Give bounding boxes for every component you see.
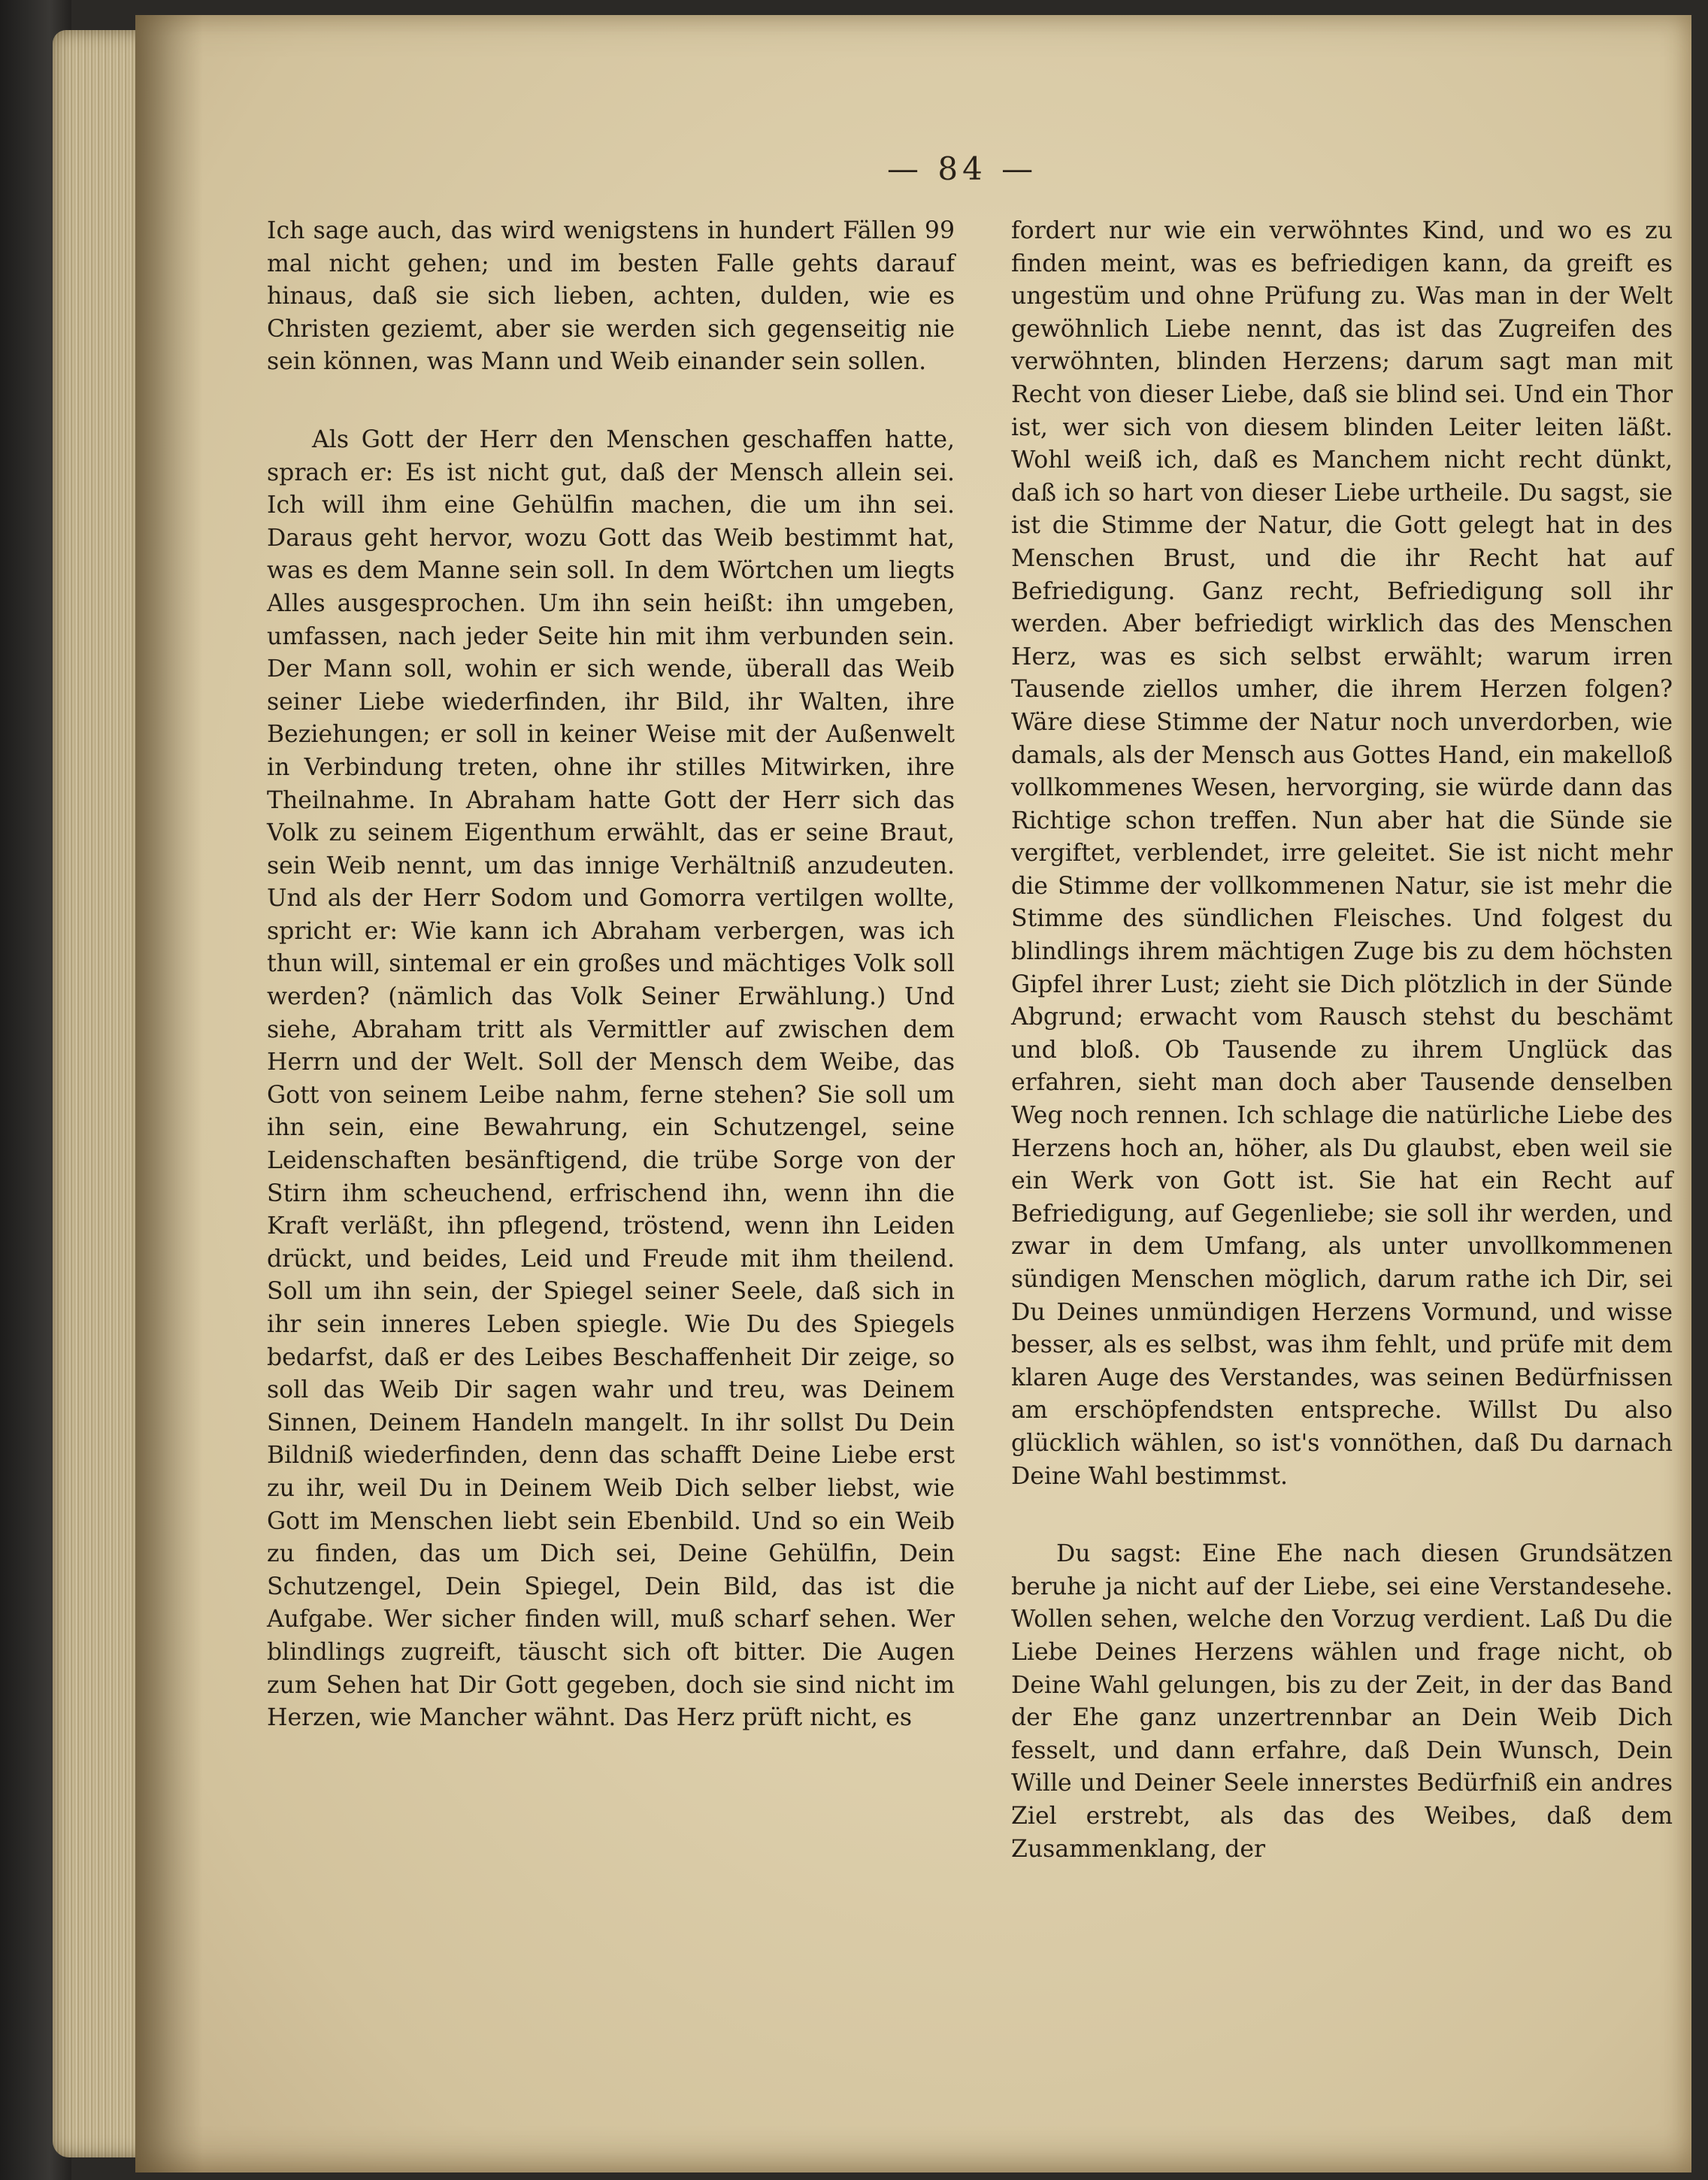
paragraph-gap <box>267 379 955 424</box>
right-column <box>1011 215 1673 1866</box>
paragraph: Als Gott der Herr den Menschen geschaffen hatte, sprach er: Es ist nicht gut, daß der Mensch allein sei. Ich will ihm eine Gehülfin machen, die um ihn sei. Daraus geht hervor, wozu Gott das Weib bestimmt hat, was es dem Manne sein soll. In dem Wörtchen um liegts Alles ausgesprochen. Um ihn sein heißt: ihn umgeben, umfassen, nach jeder Seite hin mit ihm verbunden sein. Der Mann soll, wohin er sich wende, überall das Weib seiner Liebe wiederfinden, ihr Bild, ihr Walten, ihre Beziehungen; er soll in keiner Weise mit der Außenwelt in Verbindung treten, ohne ihr stilles Mitwirken, ihre Theilnahme. In Abraham hatte Gott der Herr sich das Volk zu seinem Eigenthum erwählt, das er seine Braut, sein Weib nennt, um das innige Verhältniß anzudeuten. Und als der Herr Sodom und Gomorra vertilgen wollte, spricht er: Wie kann ich Abraham verbergen, was ich thun will, sintemal er ein großes und mächtiges Volk soll werden? (nämlich das Volk Seiner Erwählung.) Und siehe, Abraham tritt als Vermittler auf zwischen dem Herrn und der Welt. Soll der Mensch dem Weibe, das Gott von seinem Leibe nahm, ferne stehen? Sie soll um ihn sein, eine Bewahrung, ein Schutzengel, seine Leidenschaften besänftigend, die trübe Sorge von der Stirn ihm scheuchend, erfrischend ihn, wenn ihn die Kraft verläßt, ihn pflegend, tröstend, wenn ihn Leiden drückt, und beides, Leid und Freude mit ihm theilend. Soll um ihn sein, der Spiegel seiner Seele, daß sich in ihr sein inneres Leben spiegle. Wie Du des Spiegels bedarfst, daß er des Leibes Beschaffenheit Dir zeige, so soll das Weib Dir sagen wahr und treu, was Deinem Sinnen, Deinem Handeln mangelt. In ihr sollst Du Dein Bildniß wiederfinden, denn das schafft Deine Liebe erst zu ihr, weil Du in Deinem Weib Dich selber liebst, wie Gott im Menschen liebt sein Ebenbild. Und so ein Weib zu finden, das um Dich sei, Deine Gehülfin, Dein Schutzengel, Dein Spiegel, Dein Bild, das ist die Aufgabe. Wer sicher finden will, muß scharf sehen. Wer blindlings zugreift, täuscht sich oft bitter. Die Augen zum Sehen hat Dir Gott gegeben, doch sie sind nicht im Herzen, wie Mancher wähnt. Das Herz prüft nicht, es <box>267 425 955 1732</box>
paragraph-gap <box>1011 1493 1673 1538</box>
gutter-shadow <box>135 15 203 2172</box>
left-column <box>267 215 955 1735</box>
page-number: — 84 — <box>887 150 1038 187</box>
paragraph: fordert nur wie ein verwöhntes Kind, und wo es zu finden meint, was es befriedigen kann, da greift es ungestüm und ohne Prüfung zu. Was man in der Welt gewöhnlich Liebe nennt, das ist das Zugreifen des verwöhnten, blinden Herzens; darum sagt man mit Recht von dieser Liebe, daß sie blind sei. Und ein Thor ist, wer sich von diesem blinden Leiter leiten läßt. Wohl weiß ich, daß es Manchem nicht recht dünkt, daß ich so hart von dieser Liebe urtheile. Du sagst, sie ist die Stimme der Natur, die Gott gelegt hat in des Menschen Brust, und die ihr Recht hat auf Befriedigung. Ganz recht, Befriedigung soll ihr werden. Aber befriedigt wirklich das des Menschen Herz, was es sich selbst erwählt; warum irren Tausende ziellos umher, die ihrem Herzen folgen? Wäre diese Stimme der Natur noch unverdorben, wie damals, als der Mensch aus Gottes Hand, ein makelloß vollkommenes Wesen, hervorging, sie würde dann das Richtige schon treffen. Nun aber hat die Sünde sie vergiftet, verblendet, irre geleitet. Sie ist nicht mehr die Stimme der vollkommenen Natur, sie ist mehr die Stimme des sündlichen Fleisches. Und folgest du blindlings ihrem mächtigen Zuge bis zu dem höchsten Gipfel ihrer Lust; zieht sie Dich plötzlich in der Sünde Abgrund; erwacht vom Rausch stehst du beschämt und bloß. Ob Tausende zu ihrem Unglück das erfahren, sieht man doch aber Tausende denselben Weg noch rennen. Ich schlage die natürliche Liebe des Herzens hoch an, höher, als Du glaubst, eben weil sie ein Werk von Gott ist. Sie hat ein Recht auf Befriedigung, auf Gegenliebe; sie soll ihr werden, und zwar in dem Umfang, als unter unvollkommenen sündigen Menschen möglich, darum rathe ich Dir, sei Du Deines unmündigen Herzens Vormund, und wisse besser, als es selbst, was ihm fehlt, und prüfe mit dem klaren Auge des Verstandes, was seinen Bedürfnissen am erschöpfendsten entspreche. Willst Du also glücklich wählen, so ist's vonnöthen, daß Du darnach Deine Wahl bestimmst. <box>1011 217 1673 1490</box>
paragraph: Ich sage auch, das wird wenigstens in hundert Fällen 99 mal nicht gehen; und im besten Falle gehts darauf hinaus, daß sie sich lieben, achten, dulden, wie es Christen geziemt, aber sie werden sich gegenseitig nie sein können, was Mann und Weib einander sein sollen. <box>267 217 955 376</box>
paragraph: Du sagst: Eine Ehe nach diesen Grundsätzen beruhe ja nicht auf der Liebe, sei eine Verstandesehe. Wollen sehen, welche den Vorzug verdient. Laß Du die Liebe Deines Herzens wählen und frage nicht, ob Deine Wahl gelungen, bis zu der Zeit, in der das Band der Ehe ganz unzertrennbar an Dein Weib Dich fesselt, und dann erfahre, daß Dein Wunsch, Dein Wille und Deiner Seele innerstes Bedürfniß ein andres Ziel erstrebt, als das des Weibes, daß dem Zusammenklang, der <box>1011 1540 1673 1863</box>
